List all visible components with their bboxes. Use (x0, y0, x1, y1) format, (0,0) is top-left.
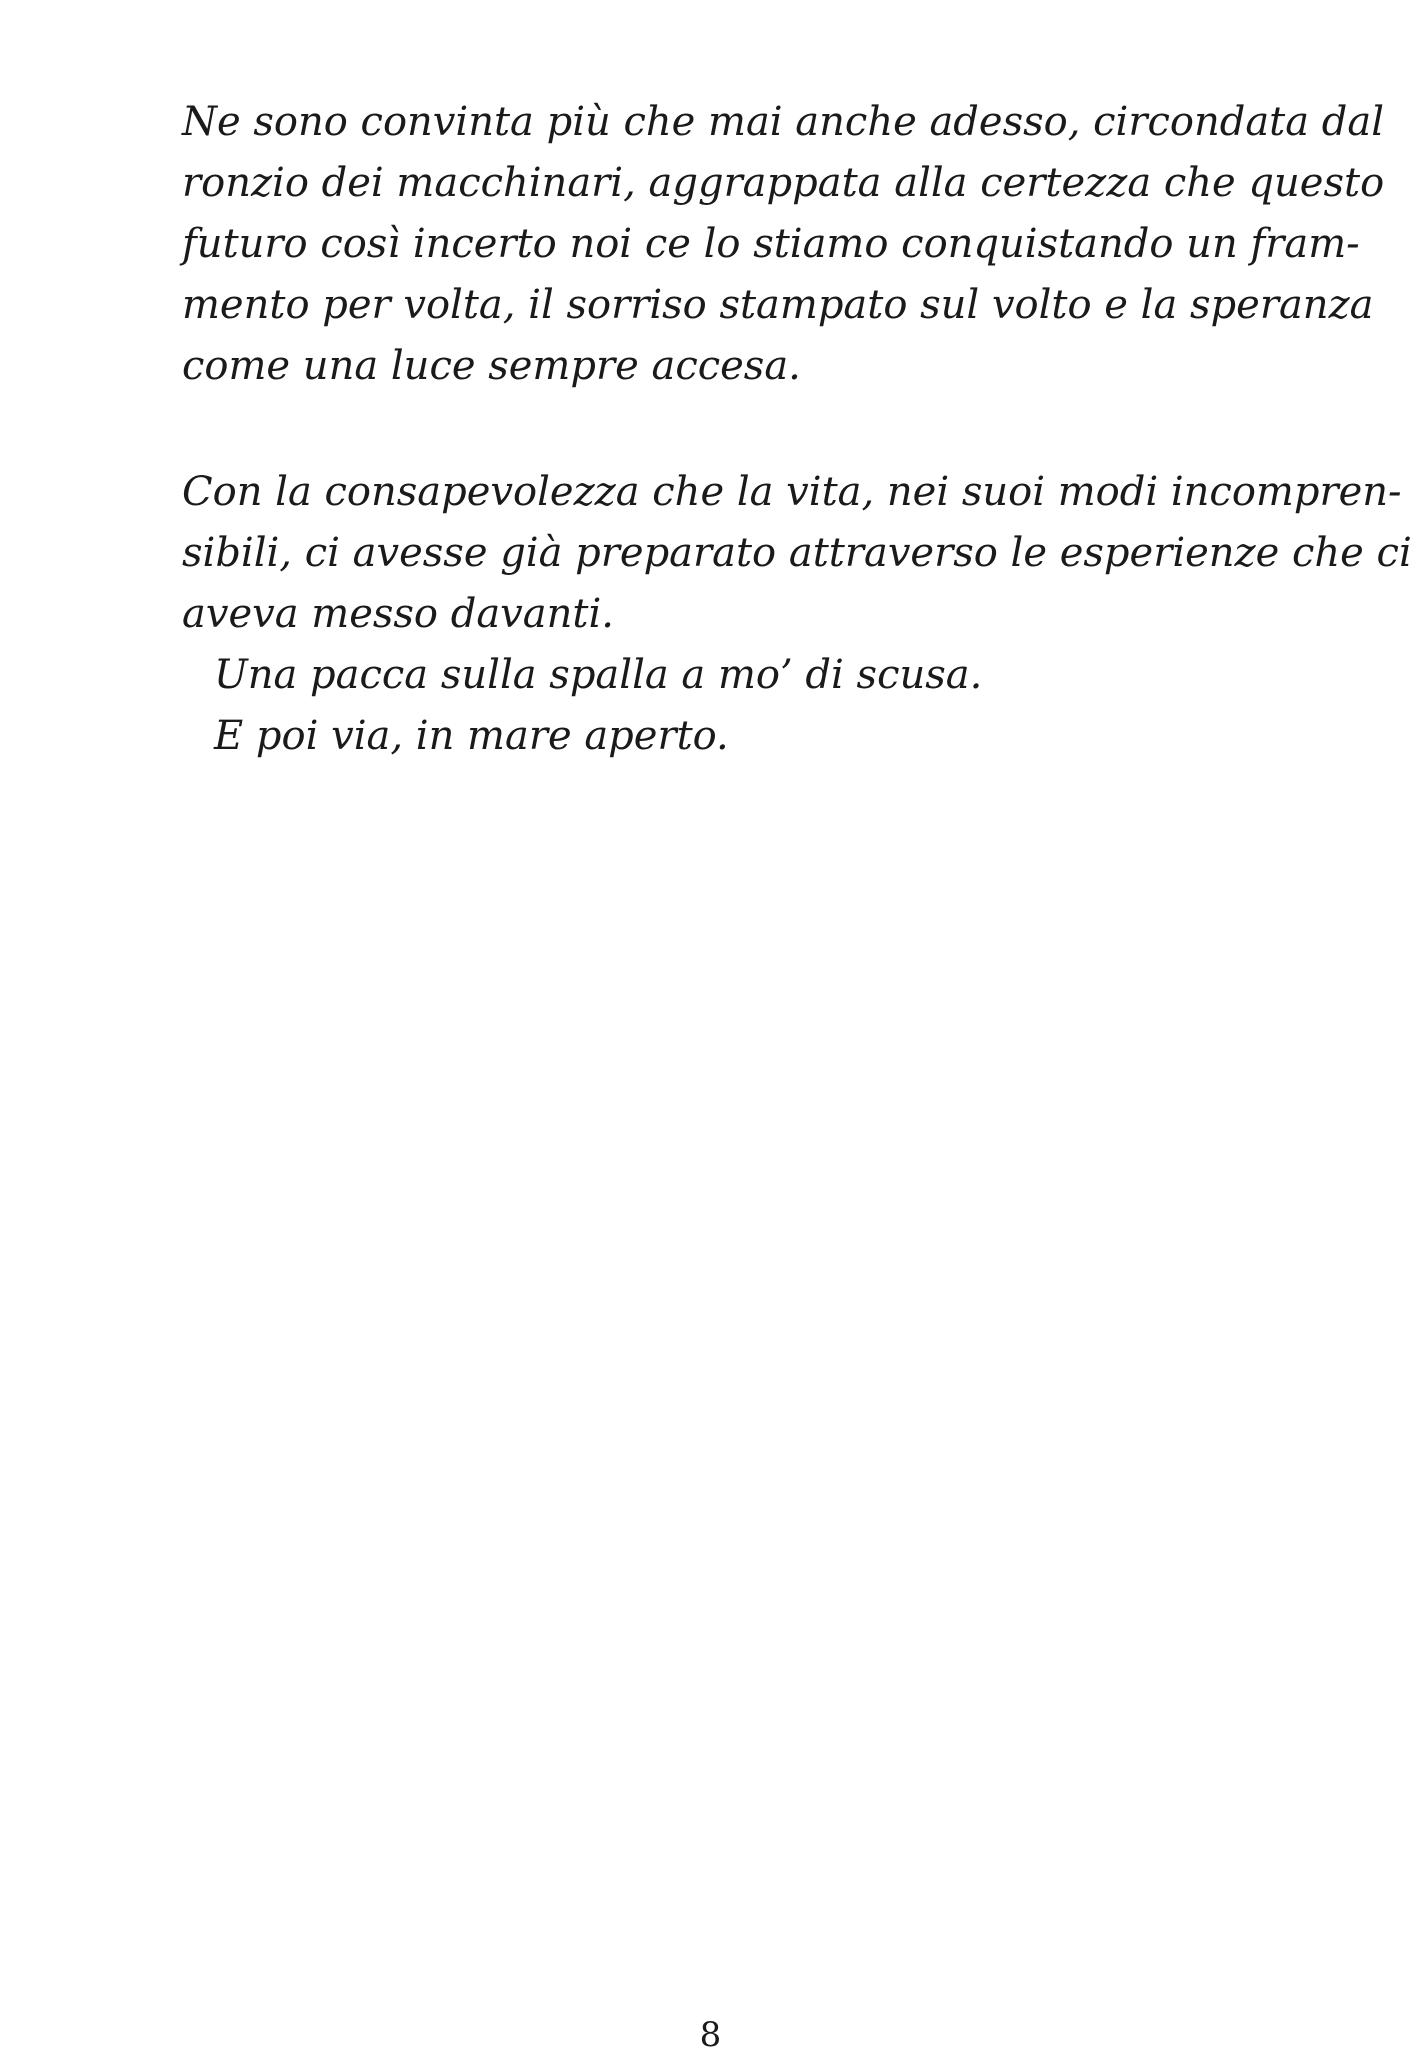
paragraph-2 (182, 462, 1412, 767)
paragraph-line: sibili, ci avesse già preparato attraverso le esperienze che ci (182, 530, 1412, 576)
paragraph-line: mento per volta, il sorriso stampato sul volto e la speranza (182, 282, 1374, 328)
paragraph-line: Ne sono convinta più che mai anche adesso, circondata dal (182, 99, 1385, 145)
paragraph-line: Con la consapevolezza che la vita, nei suoi modi incompren- (182, 469, 1402, 515)
paragraph-line: ronzio dei macchinari, aggrappata alla certezza che questo (182, 160, 1385, 206)
paragraph-line: Una pacca sulla spalla a mo’ di scusa. (214, 652, 983, 698)
paragraph-line: aveva messo davanti. (182, 591, 614, 637)
paragraph-line: E poi via, in mare aperto. (214, 713, 729, 759)
paragraph-line: futuro così incerto noi ce lo stiamo conquistando un fram- (182, 221, 1360, 267)
paragraph-1 (182, 92, 1385, 397)
page-number: 8 (699, 2015, 722, 2055)
paragraph-line: come una luce sempre accesa. (182, 343, 801, 389)
